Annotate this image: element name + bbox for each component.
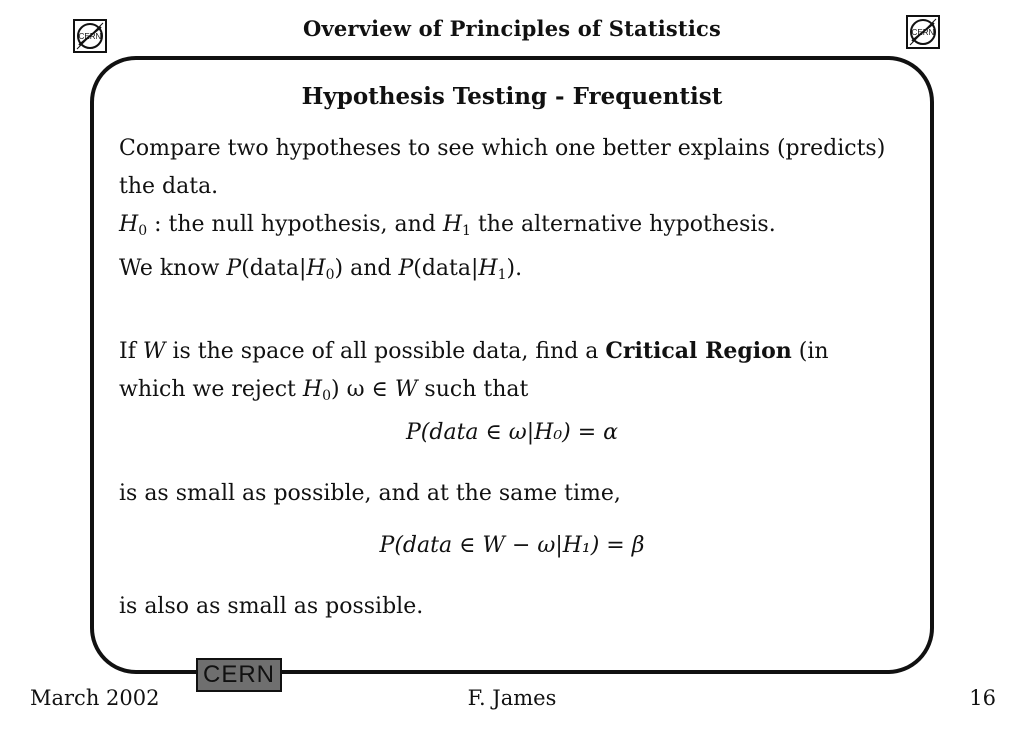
body-line: $H_0$ : the null hypothesis, and $H_1$ the alternative hypothesis. — [119, 212, 776, 239]
footer-date: March 2002 — [30, 686, 160, 710]
slide-body — [119, 130, 909, 415]
body-line: is as small as possible, and at the same time, — [119, 481, 621, 506]
svg-text:CERN: CERN — [78, 32, 102, 41]
slide-title: Hypothesis Testing - Frequentist — [301, 83, 723, 110]
body-line: the data. — [119, 174, 219, 199]
body-line: If W is the space of all possible data, find a Critical Region (in — [119, 338, 829, 364]
cern-badge: CERN — [196, 658, 282, 692]
body-line: is also as small as possible. — [119, 594, 424, 619]
equation-alpha: P(data ∈ ω|H₀) = α — [405, 420, 619, 445]
body-line: We know $P(data|H_0)$ and $P(data|H_1)$. — [119, 256, 523, 283]
critical-region-term: Critical Region — [605, 338, 792, 364]
body-line: Compare two hypotheses to see which one better explains (predicts) — [119, 136, 886, 161]
svg-text:CERN: CERN — [911, 28, 935, 37]
body-line: which we reject $H_0$) ω ∈ W such that — [119, 377, 529, 404]
equation-beta: P(data ∈ W − ω|H₁) = β — [379, 533, 645, 558]
page-number: 16 — [969, 686, 996, 710]
footer-author: F. James — [467, 686, 557, 710]
header-title: Overview of Principles of Statistics — [302, 16, 722, 41]
